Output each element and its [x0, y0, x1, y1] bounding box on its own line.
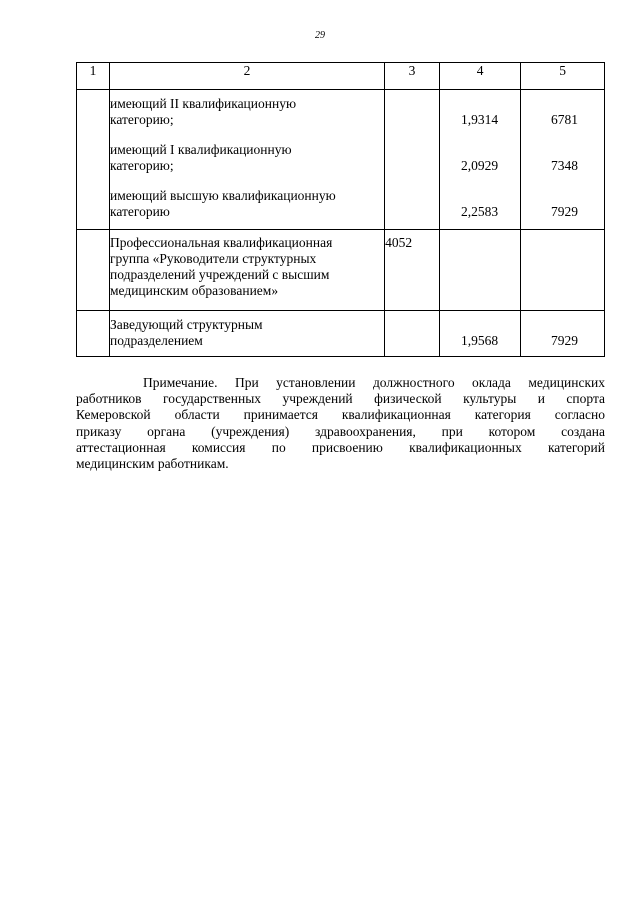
note-paragraph	[76, 375, 605, 472]
coefficient-cell	[439, 311, 520, 357]
salary-cell	[521, 311, 605, 357]
table-row	[77, 311, 605, 357]
header-col-3: 3	[385, 63, 440, 90]
salary-value: 7348	[551, 158, 578, 173]
position-name-line: имеющий высшую квалификационную	[109, 188, 336, 203]
position-name-cell	[109, 311, 384, 357]
position-name-cell	[109, 90, 384, 230]
header-col-2: 2	[109, 63, 384, 90]
coefficient-value: 2,0929	[461, 158, 499, 173]
header-col-5: 5	[521, 63, 605, 90]
group-code: 4052	[385, 235, 413, 250]
page-number: 29	[315, 30, 325, 41]
salary-cell	[521, 90, 605, 230]
row-number-cell	[77, 90, 110, 230]
header-col-1: 1	[77, 63, 110, 90]
table-row	[77, 90, 605, 230]
table-row	[77, 230, 605, 311]
code-cell	[385, 311, 440, 357]
group-name-line: Профессиональная квалификационная	[109, 235, 333, 250]
coefficient-cell	[439, 230, 520, 311]
code-cell	[385, 90, 440, 230]
header-col-4: 4	[439, 63, 520, 90]
group-name-cell	[109, 230, 384, 311]
note-line: Примечание. При установлении должностного оклада медицинских	[143, 375, 605, 390]
salary-value: 7929	[551, 333, 578, 348]
coefficient-value: 1,9314	[461, 112, 499, 127]
group-code-cell	[385, 230, 440, 311]
group-name-line: медицинским образованием»	[109, 283, 279, 298]
group-name-line: группа «Руководители структурных	[109, 251, 317, 266]
coefficient-cell	[439, 90, 520, 230]
note-line: медицинским работникам.	[76, 456, 229, 472]
position-name-line: категорию;	[109, 112, 174, 127]
note-line: приказу органа (учреждения) здравоохранения, при котором создана	[76, 423, 605, 439]
coefficient-value: 2,2583	[461, 204, 499, 219]
position-name-line: имеющий II квалификационную	[109, 96, 297, 111]
note-line: Кемеровской области принимается квалификационная категория согласно	[76, 407, 605, 423]
position-name-line: категорию	[109, 204, 170, 219]
position-name-line: имеющий I квалификационную	[109, 142, 292, 157]
salary-cell	[521, 230, 605, 311]
position-name-line: Заведующий структурным	[109, 317, 263, 332]
note-line: работников государственных учреждений физической культуры и спорта	[76, 391, 605, 407]
salary-value: 7929	[551, 204, 578, 219]
row-number-cell	[77, 230, 110, 311]
position-name-line: подразделением	[109, 333, 203, 348]
salary-value: 6781	[551, 112, 578, 127]
note-line: аттестационная комиссия по присвоению квалификационных категорий	[76, 439, 605, 455]
position-name-line: категорию;	[109, 158, 174, 173]
group-name-line: подразделений учреждений с высшим	[109, 267, 330, 282]
row-number-cell	[77, 311, 110, 357]
salary-table	[76, 62, 605, 357]
coefficient-value: 1,9568	[461, 333, 499, 348]
table-header-row	[77, 63, 605, 90]
